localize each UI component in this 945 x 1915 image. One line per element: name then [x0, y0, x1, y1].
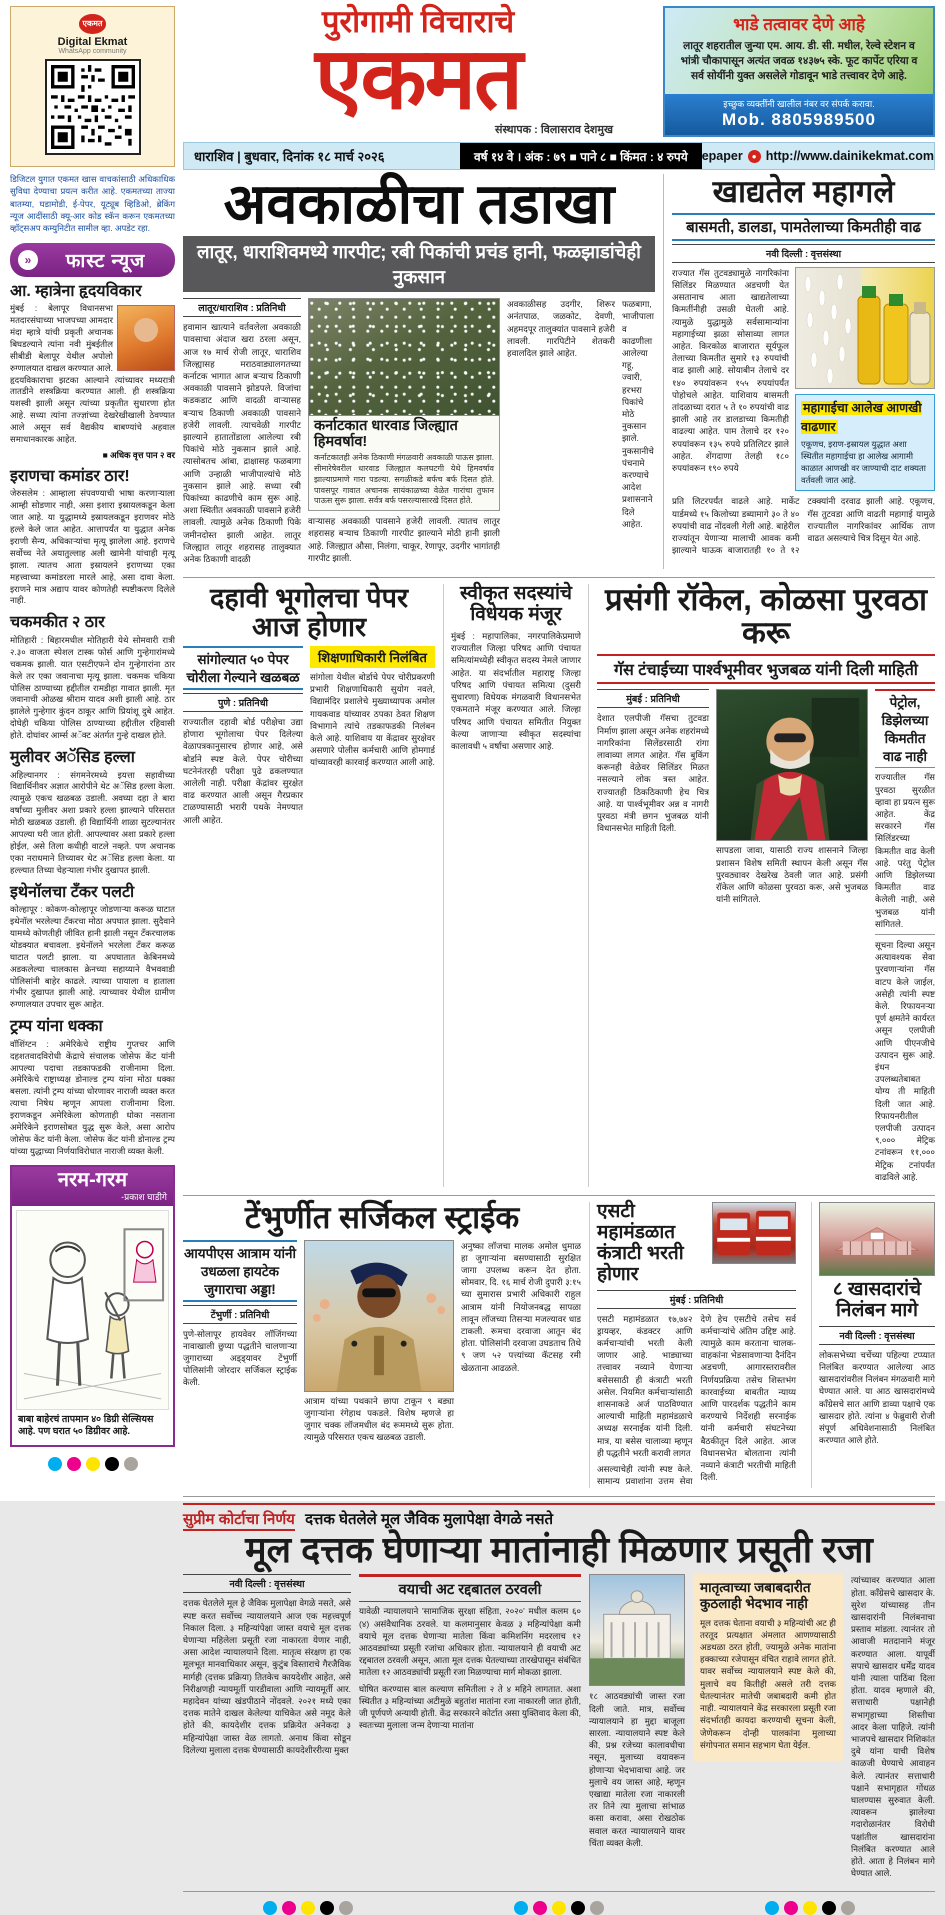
petrol-box-body: राज्यातील गॅस पुरवठा सुरळीत व्हावा हा प्रयत्न सुरू आहेत. केंद्र सरकारने गॅस सिलिंडरच्या किमतीत वाढ केली आहे. परंतु पेट्रोल आणि डिझेलच्या किमतीत वाढ केलेली नाही, असे भुजबळ यांनी सांगितले.: [875, 772, 935, 929]
adoption-box-below: घोषित करण्यास बाल कल्याण समितीला २ ते ४ महिने लागतात. अशा स्थितीत ३ महिन्यांच्या अटीमुळे बहुतांश मातांना रजा नाकारली जात होती, जी पूर्णपणे अन्यायी होती. केंद्र सरकारने कोर्टात असा युक्तिवाद केला की, स्वतःच्या मुलाला जन्म देणाऱ्या मातांना: [359, 1683, 581, 1731]
issue-info: वर्ष १४ वे । अंक : ७९ ■ पाने ८ ■ किंमत : ४ रुपये: [460, 143, 702, 169]
epaper-icon: ●: [748, 150, 761, 163]
st-col2: असल्याचेही त्यांनी स्पष्ट केले. सामान्य प्रवाशांना उत्तम सेवा देणे हेच एसटीचे तसेच सर्व कर्मचाऱ्यांचे अंतिम उद्दिष्ट आहे. त्यामुळे काम करताना चालक-वाहकांना भेडसावणाऱ्या दैनंदिन अडचणी, आगारस्तरावरील निर्णयप्रक्रिया तसेच शिस्तभंग कारवाईच्या बाबतीत न्याय्य आणि पारदर्शक पद्धतीने काम करण्याचे निर्देशही सरनाईक यांनी कर्मचारी संघटनेच्या बैठकीतून दिले आहेत. आज विधानसभेत बोलताना त्यांनी नव्याने कंत्राटी भरतीची माहिती दिली.: [597, 1313, 796, 1487]
st-dateline: मुंबई : प्रतिनिधी: [597, 1290, 796, 1309]
st-col1: एसटी महामंडळात १७,७४२ ड्रायव्हर, कंडक्टर आणि कर्मचाऱ्यांची भरती केली जाणार आहे. भाड्याच्या तत्त्वावर नव्याने येणाऱ्या बसेससाठी ही कंत्राटी भरती असेल. नियमित कर्मचाऱ्यांसाठी शासनाकडे अर्ज पाठविण्यात आल्याची माहिती महामंडळाचे अध्यक्ष सरनाईक यांनी दिली. मात्र, या बसेस चालाव्या म्हणून ही पद्धतीने भरती करावी लागत: [597, 1313, 693, 1458]
hail-caption-box: [308, 416, 500, 511]
cartoon-caption: बाबा बाहेरचं तापमान ४० डिग्री सेल्सियस आहे. पण घरात ५० डिग्रीवर आहे.: [18, 1413, 154, 1438]
strike-col2: आत्राम यांच्या पथकाने छापा टाकून ९ बड्या जुगाऱ्यांना रंगेहाथ पकडले. विशेष म्हणजे हा जुगार चक्क लॉजमधील बंद रूममध्ये सुरू होता. त्यामुळे परिसरात एकच खळबळ उडाली.: [304, 1395, 454, 1443]
fast-news-item: [10, 884, 175, 1012]
lead-col3: अवकाळीसह उदगीर, शिरूर अनंतपाळ, जळकोट, देवणी, अहमदपूर तालुक्यांत पावसाने हजेरी लावली. गारपिटीने शेतकरी हवालदिल झाले आहेत.: [507, 299, 615, 359]
lead-headline: अवकाळीचा तडाखा: [223, 172, 615, 236]
cartoon-image: [16, 1210, 169, 1410]
photo-ips-officer: [304, 1240, 454, 1392]
fast-news-item: [10, 749, 175, 877]
masthead-founder: संस्थापक : विलासराव देशमुख: [495, 124, 613, 137]
strike-col3: अनुष्का लॉजचा मालक अमोल धुमाळ हा जुगाऱ्यांना बसण्यासाठी सुरक्षित जागा उपलब्ध करून देत होता. सोमवार, दि. १६ मार्च रोजी दुपारी ३:१५ च्या सुमारास प्रभारी अधिकारी राहुल आत्राम यांनी नियोजनबद्ध सापळा लावून लॉजच्या तिसऱ्या मजल्यावर धाड टाकली. रूमचा दरवाजा आतून बंद होता. पोलिसांनी दरवाजा उघडताच तिथे ९ जण ५२ पत्त्यांच्या कॅटसह रमी खेळताना आढळले.: [461, 1240, 581, 1373]
bill-body: मुंबई : महापालिका, नगरपालिकेप्रमाणे राज्यातील जिल्हा परिषद आणि पंचायत समित्यांमध्येही स्वीकृत सदस्य नेमले जाणार आहेत. या संदर्भातील महाराष्ट्र जिल्हा परिषद आणि पंचायत समित्या (दुसरी सुधारणा) विधेयक मंगळवारी विधानसभेत एकमताने मंजूर करण्यात आले. जिल्हा परिषद आणि पंचायत समितीत नियुक्त केल्या जाणाऱ्या स्वीकृत सदस्यांचा कालावधी ५ वर्षांचा असणार आहे.: [451, 631, 581, 751]
fast-news-banner: [10, 243, 175, 277]
kerosene-dateline: मुंबई : प्रतिनिधी: [597, 689, 709, 708]
kerosene-body-2: सूचना दिल्या असून अत्यावश्यक सेवा पुरवणाऱ्यांना गॅस वाटप केले जाईल, असेही त्यांनी स्पष्ट केले. रिफायनऱ्या पूर्ण क्षमतेने कार्यरत असून एलपीजी आणि पीएनजीचे उत्पादन सुरू आहे. इंधन उपलब्धतेबाबत योग्य ती माहिती दिली जात आहे. रिफायनरीतील एलपीजी उत्पादन ९,००० मेट्रिक टनांवरून ११,००० मेट्रिक टनांपर्यंत वाढविले आहे.: [875, 940, 935, 1182]
geo-subhead: सांगोल्यात ५० पेपर चोरीला गेल्याने खळबळ: [183, 646, 303, 690]
oil-body-1: राज्यात गॅस तुटवड्यामुळे नागरिकांना सिलिंडर मिळण्यात अडचणी येत असतानाच आता खाद्यतेलाच्या किमतींनीही उसळी घेतली आहे. त्यामुळे युद्धामुळे सर्वसामान्यांना महागाईच्या झळा सोसाव्या लागत आहेत. किरकोळ बाजारात सूर्यफूल तेलाच्या किमतीत सुमारे १३ रुपयांची वाढ झाली आहे. सोयाबीन तेलाचे दर १४० रुपयांवरून १५५ रुपयांपर्यंत पोहोचले आहेत. याशिवाय बासमती तांदळाच्या दरात ५ ते १० रुपयांची वाढ झाली आहे तर डालडाच्या किमतीही वाढल्या आहेत. पाम तेलाचे दर १२० रुपयांवरून १३५ रुपये प्रतिलिटर झाले आहेत. शेंगदाणा तेलही १८० रुपयांवरून १९० रुपये: [672, 267, 789, 474]
fast-news-item-title: ट्रम्प यांना धक्का: [10, 1018, 103, 1036]
petrol-box-title: पेट्रोल, डिझेलच्या किमतीत वाढ नाही: [875, 689, 935, 768]
qr-code-icon: [51, 65, 135, 149]
photo-supreme-court: [589, 1574, 685, 1686]
kerosene-subhead: गॅस टंचाईच्या पार्श्वभूमीवर भुजबळ यांनी दिली माहिती: [597, 654, 935, 684]
epaper-label: epaper: [701, 149, 743, 164]
epaper-strip: [702, 143, 934, 169]
oil-body-2: प्रति लिटरपर्यंत वाढले आहे. मार्केट यार्डमध्ये १५ किलोच्या डब्यामागे ३० ते ४० रुपयांची वाढ नोंदवली गेली आहे. बाहेरील राज्यांतून येणाऱ्या मालाची आवक कमी झाल्याने घाऊक बाजारातही १० ते १२ टक्क्यांनी दरवाढ झाली आहे. एकूणच, गॅस तुटवडा आणि वाढती महागाई यामुळे राज्यातील नागरिकांवर आर्थिक ताण वाढत असल्याचे चित्र दिसून येत आहे.: [672, 496, 935, 556]
digital-ekmat-qr-card: [10, 6, 175, 167]
rental-ad: [663, 6, 935, 137]
strike-subhead: आयपीएस आत्राम यांनी उधळला हायटेक जुगाराचा अड्डा!: [183, 1240, 297, 1302]
lead-section: [183, 174, 935, 569]
lead-col4: फळबागा, भाजीपाला व काढणीला आलेल्या गहू, ज्वारी, हरभरा पिकांचे मोठे नुकसान झाले. नुकसानीचे पंचनामे करण्याचे आदेश प्रशासनाने दिले आहेत.: [622, 299, 655, 529]
st-headline: एसटी महामंडळात कंत्राटी भरती होणार: [597, 1201, 684, 1285]
left-rail: [10, 6, 175, 1915]
mp-body: लोकसभेच्या चर्चेच्या पहिल्या टप्प्यात निलंबित करण्यात आलेल्या आठ खासदारांवरील निलंबन मंगळवारी मागे घेण्यात आले. या आठ खासदारांमध्ये काँग्रेसचे सात आणि डाव्या पक्षाचे एक खासदार होते. त्यांना ४ फेब्रुवारी रोजी संपूर्ण अधिवेशनासाठी निलंबित करण्यात आले होते.: [819, 1349, 935, 1446]
double-chevron-down-icon: »: [18, 250, 38, 270]
coopted-members-bill-story: [443, 584, 589, 1187]
age-clause-box-body: यावेळी न्यायालयाने 'सामाजिक सुरक्षा संहिता, २०२०' मधील कलम ६० (४) असंवैधानिक ठरवले. या कलमानुसार केवळ ३ महिन्यांपेक्षा कमी वयाचे मूल दत्तक घेणाऱ्या मातेला किंवा कमिशनिंग मदरलाच १२ आठवड्यांच्या प्रसूती रजांचा अधिकार होता. न्यायालयाने ही वयाची अट रद्दबातल ठरवली असून, आता मूल दत्तक घेतल्याच्या तारखेपासून संबंधित मातेला १२ आठवड्यांची प्रसूती रजा मिळण्याचा मार्ग मोकळा झाला.: [359, 1606, 581, 1678]
lead-center-continuation: वाऱ्यासह अवकाळी पावसाने हजेरी लावली. त्यातच लातूर शहरासह बऱ्याच ठिकाणी गारपीट झाल्याने मोठी हानी झाली आहे. जिल्ह्यात औसा, निलंगा, चाकूर, रेणापूर, उदगीर भागांतही गारपीट झाली.: [308, 516, 500, 563]
fast-news-item-title: चकमकीत २ ठार: [10, 614, 105, 632]
more-on-page-2-link: ■ अधिक वृत्त पान २ वर: [102, 449, 175, 460]
kerosene-coal-story: [597, 584, 935, 1187]
fast-news-item-body: मुंबई : बेलापूर विधानसभा मतदारसंघाच्या भाजपच्या आमदार मंदा म्हात्रे यांची प्रकृती अचानक बिघडल्याने त्यांना नवी मुंबईतील सीबीडी बेलापूर येथील अपोलो रुग्णालयात दाखल करण्यात आले. हृदयविकाराचा झटका आल्याने त्यांच्यावर मध्यरात्री तातडीने शस्त्रक्रिया करण्यात आली. ही शस्त्रक्रिया यशस्वी झाली असून त्यांच्या प्रकृतीत सुधारणा होत आहे. सध्या त्यांना तज्ज्ञांच्या देखरेखीखाली ठेवण्यात आले असून सर्व वैद्यकीय बाबण्यांचे अहवाल समाधानकारक आहेत.: [10, 303, 175, 444]
inflation-note-title: महागाईचा आलेख आणखी वाढणार: [801, 400, 922, 434]
officer-suspended-box-body: सांगोला येथील बोर्डाचे पेपर चोरीप्रकरणी प्रभारी शिक्षणाधिकारी सुयोग नवले, विद्यामंदिर प्रशालेचे मुख्याध्यापक अमोल गायकवाड यांच्यावर ठपका ठेवत शिक्षण विभागाने त्यांचे तडकाफडकी निलंबन केले आहे. याशिवाय या केंद्रावर सुरक्षेवर असणारे पोलीस कर्मचारी आणि होमगार्ड यांच्यावरही कारवाई करण्यात आली आहे.: [310, 671, 435, 768]
oil-subhead: बासमती, डालडा, पामतेलाच्या किमतीही वाढ: [672, 213, 935, 241]
strike-col1: पुणे-सोलापूर हायवेवर लॉजिंगच्या नावाखाली छुप्या पद्धतीने चालणाऱ्या जुगाराच्या अड्ड्यावर टेंभुर्णी पोलिसांनी जोरदार सर्जिकल स्ट्राईक केली.: [183, 1328, 297, 1388]
lower-section: [183, 1202, 935, 1487]
edition-dateline: धाराशिव | बुधवार, दिनांक १८ मार्च २०२६: [184, 143, 460, 169]
fast-news-title: फास्ट न्यूज: [65, 250, 146, 272]
cartoon-title: नरम-गरम: [57, 1168, 128, 1191]
geo-dateline: पुणे : प्रतिनिधी: [183, 693, 303, 712]
section-divider: [183, 577, 935, 578]
photo-rice-and-oil-bottles: [795, 267, 935, 389]
cartoon-header: [12, 1167, 173, 1206]
fast-news-item-body: अहिल्यानगर : संगमनेरमध्ये इयत्ता सहावीच्या विद्यार्थिनीवर अज्ञात आरोपीने थेट अॅसिड हल्ला केला. त्यामुळे एकच खळबळ उडाली. अवघ्या दहा ते बारा वर्षांच्या मुलीवर अशा प्रकारे हल्ला झाल्याने परिसरात मोठी खळबळ उडाली. ही विद्यार्थिनी शाळा सुटल्यानंतर आपल्या घरी जात होती. आपल्यावर अशा प्रकारे हल्ला होईल, असे तिला कधीही वाटले नव्हते. पण अचानक एका नराधमाने तिच्यावर थेट अॅसिड हल्ला केला. या हल्ल्यात तिच्या चेहऱ्याला गंभीर दुखापत झाली.: [10, 769, 175, 875]
fast-news-item-body: कोल्हापूर : कोकण-कोल्हापूर जोडणाऱ्या करूळ घाटात इथेनॉल भरलेल्या टँकरचा मोठा अपघात झाला. सुदैवाने यामध्ये कोणतीही जीवित हानी झाली नसून टँकरचालक थोडक्यात बचावला. इथेनॉलने भरलेला टँकर करूळ घाटात पलटी झाला. या अपघातात केबिनमध्ये अडकलेल्या चालकास क्रेनच्या सहाय्याने वैभववाडी पोलिसांनी बाहेर काढले. त्याच्या पायाला व हाताला गंभीर दुखापत झाली आहे. त्याच्यावर येथील ग्रामीण रुग्णालयात उपचार सुरू आहेत.: [10, 904, 175, 1010]
main-column: [183, 6, 935, 1915]
inflation-note-body: एकूणच, इराण-इस्रायल युद्धात अशा स्थितीत महागाईचा हा आलेख आगामी काळात आणखी वर जाण्याची दाट शक्यता वर्तवली जात आहे.: [801, 439, 926, 485]
bill-headline: स्वीकृत सदस्यांचे विधेयक मंजूर: [460, 583, 572, 626]
lead-subhead: लातूर, धाराशिवमध्ये गारपीट; रबी पिकांची प्रचंड हानी, फळझाडांचेही नुकसान: [183, 236, 655, 292]
no-discrimination-body: मूल दत्तक घेताना वयाची ३ महिन्यांची अट ही तरतूद प्रत्यक्षात अंमलात आणण्यासाठी अडथळा ठरत होती, ज्यामुळे अनेक मातांना हक्काच्या रजेपासून वंचित राहावे लागत होते. यावर सर्वोच्च न्यायालयाने स्पष्ट केले की, मुलाचे वय कितीही असले तरी दत्तक घेतल्यानंतर मातेची जबाबदारी कमी होत नाही. न्यायालयाने केंद्र सरकारला प्रसूती रजा संदर्भातही कायदा करण्याची सूचना केली, जेणेकरून दोन्ही पालकांना मुलाच्या संगोपनात समान सहभाग घेता येईल.: [700, 1617, 836, 1750]
qr-card-title: Digital Ekmat: [57, 36, 128, 48]
oil-headline: खाद्यतेल महागले: [712, 174, 895, 210]
no-discrimination-title: मातृत्वाच्या जबाबदारीत कुठलाही भेदभाव नाही: [700, 1580, 811, 1612]
kerosene-headline: प्रसंगी रॉकेल, कोळसा पुरवठा करू: [604, 582, 927, 650]
section-divider: [183, 1195, 935, 1196]
mp-suspension-story: [811, 1202, 935, 1487]
fast-news-item-title: इराणचा कमांडर ठार!: [10, 467, 130, 485]
st-recruitment-story: [589, 1202, 803, 1487]
adoption-photo-side-text: १८ आठवड्यांची जास्त रजा दिली जाते. मात्र, सर्वोच्च न्यायालयाने हा मुद्दा बाजूला सारला. न्यायालयाने स्पष्ट केले की, प्रश्न रजेच्या कालावधीचा नसून, मुलाच्या वयावरून होणाऱ्या भेदभावाचा आहे. जर मुलाचे वय जास्त आहे, म्हणून एखाद्या मातेला रजा नाकारली तर तिने त्या मुलाचा सांभाळ कसा करावा, असा रोखठोक सवाल करत न्यायालयाने यावर चिंता व्यक्त केली.: [589, 1691, 685, 1848]
age-clause-box-title: वयाची अट रद्दबातल ठरवली: [359, 1574, 581, 1602]
kerosene-body-mid: सापडला जावा, यासाठी राज्य शासनाने जिल्हा प्रशासन विशेष समिती स्थापन केली असून गॅस पुरवठ्यावर देखरेख ठेवली जात आहे. प्रसंगी रॉकेल आणि कोळसा पुरवठा करू, असे भुजबळ यांनी सांगितले.: [716, 845, 868, 905]
fast-news-item: [10, 614, 175, 742]
lead-dateline: लातूर/धाराशिव : प्रतिनिधी: [183, 298, 301, 317]
no-discrimination-box: [693, 1574, 843, 1761]
qr-card-subtitle: WhatsApp community: [58, 48, 127, 55]
geo-headline: दहावी भूगोलचा पेपर आज होणार: [209, 583, 408, 642]
photo-chhagan-bhujbal: [716, 689, 868, 841]
fast-news-item-title: आ. म्हात्रेना हृदयविकार: [10, 282, 142, 300]
rental-ad-contact: इच्छुक व्यक्तींनी खालील नंबर वर संपर्क करावा.: [723, 99, 875, 110]
masthead: [183, 6, 653, 137]
fast-news-item-body: वॉशिंग्टन : अमेरिकेचे राष्ट्रीय गुप्तचर आणि दहशतवादविरोधी केंद्राचे संचालक जोसेफ केंट यांनी आपल्या पदाचा तडकाफडकी राजीनामा दिला. अमेरिकेचे राष्ट्राध्यक्ष डोनाल्ड ट्रम्प यांना मोठा धक्का बसला. त्यांनी ट्रम्प यांच्या धोरणावर नाराजी व्यक्त करत त्याचा निषेध म्हणून आपला राजीनामा दिला. इराणकडून अमेरिकेला कोणताही धोका नसताना अमेरिकेने इराणसोबत युद्ध सुरू केले, असा आरोप जोसेफ केंट यांनी केला. जोसेफ केंट यांनी डोनाल्ड ट्रम्प यांच्या युद्धाच्या निर्णयाविरोधात नाराजी व्यक्त केली.: [10, 1038, 175, 1156]
fast-news-item-title: इथेनॉलचा टँकर पलटी: [10, 883, 135, 901]
ekmat-mini-logo: एकमत: [79, 14, 107, 34]
rental-ad-body: लातूर शहरातील जुन्या एम. आय. डी. सी. मधील, रेल्वे स्टेशन व भांत्री चौकापासून अत्यंत जवळ १४३७५ स्के. फूट कार्पेट एरिया व सर्व सोयींनी युक्त असलेले गोडावून भाडे तत्त्वावर देणे आहे.: [680, 40, 918, 83]
lead-story: [183, 174, 655, 569]
fast-news-item: [10, 468, 175, 608]
edible-oil-story: [663, 174, 935, 569]
rental-ad-footer: [665, 94, 933, 135]
rental-ad-title: भाडे तत्वावर देणे आहे: [733, 15, 865, 34]
hail-caption-title: कर्नाटकात धारवाड जिल्ह्यात हिमवर्षाव!: [314, 418, 458, 451]
masthead-tagline: पुरोगामी विचाराचे: [321, 4, 515, 39]
hail-caption-body: कर्नाटकातही अनेक ठिकाणी मंगळवारी अवकाळी पाऊस झाला. सीमारेषेवरील धारवाड जिल्ह्यात कलघटगी येथे हिमवर्षाव झाल्याप्रमाणे गारा पडल्या. सगळीकडे बर्फच बर्फ दिसत होते. पावसपूर गावात अचानक सायंकाळच्या वेळेत गारांचा तुफान पाऊस सुरू झाला. सर्वत्र बर्फ पसरल्यासारखे दिसत होते.: [314, 453, 494, 506]
fast-news-item: [10, 1018, 175, 1158]
adoption-dateline: नवी दिल्ली : वृत्तसंस्था: [183, 1574, 351, 1593]
photo-parliament-building: [819, 1202, 935, 1276]
geo-body: राज्यातील दहावी बोर्ड परीक्षेचा उद्या होणारा भूगोलाचा पेपर दिलेल्या वेळापत्रकानुसारच होणार आहे, असे बोर्डाने स्पष्ट केले. पेपर चोरीच्या घटनेनंतरही परीक्षा पुढे ढकलण्यात आलेली नाही. परीक्षा केंद्रांवर सुरक्षेत वाढ करण्यात आली असून गैरप्रकार टाळण्यासाठी भरारी पथके नेमण्यात आली आहेत.: [183, 716, 303, 825]
strike-dateline: टेंभुर्णी : प्रतिनिधी: [183, 1305, 297, 1324]
fast-news-item: [10, 283, 175, 461]
fast-news-item-body: जेरुसलेम : आम्हाला संपवण्याची भाषा करणाऱ्याला आम्ही सोडणार नाही, असा इशारा इस्रायलकडून केला जात आहे. या युद्धामध्ये इस्रायलकडून इराणवर मोठे हल्ले केले जात आहेत. आत्तापर्यंत या युद्धात अनेक इराणी सैन्य, अधिकाऱ्यांचा मृत्यू झालेला आहे. इराणचे सर्वोच्च नेते अयातुल्लाह अली खामेनी यांचाही मृत्यू झाला. त्यातच आता इस्रायलने इराणच्या एका महत्त्वाच्या कमांडरला मारले आहे, असा दावा केला. इराणने मात्र अद्याप यावर कोणतेही स्पष्टीकरण दिलेले नाही.: [10, 488, 175, 606]
cartoon-author: -प्रकाश घाडीगे: [121, 1191, 167, 1202]
strike-headline: टेंभुर्णीत सर्जिकल स्ट्राईक: [244, 1200, 520, 1236]
rental-ad-mobile: Mob. 8805989500: [722, 110, 876, 130]
section-divider: [183, 1496, 935, 1497]
divider: [875, 934, 935, 935]
adoption-story: [183, 1503, 935, 1884]
photo-st-buses: [712, 1202, 796, 1264]
cartoon-box: [10, 1165, 175, 1448]
registration-marks: [10, 1447, 175, 1471]
qr-note-text: डिजिटल युगात एकमत खास वाचकांसाठी अधिकाधिक सुविधा देण्याचा प्रयत्न करीत आहे. एकमतच्या ताज्या बातम्या, घडामोडी, ई-पेपर, यूट्यूब व्हिडिओ, ब्रेकिंग न्यूज आदींसाठी क्यू-आर कोड स्कॅन करून एकमतच्या व्हॉट्सअप कम्युनिटीत सामील व्हा. अपडेट रहा.: [10, 174, 175, 234]
kicker-label: सुप्रीम कोर्टाचा निर्णय: [183, 1511, 295, 1531]
photo-hailstorm-field: [308, 298, 500, 416]
lead-col1: हवामान खात्याने वर्तवलेला अवकाळी पावसाचा अंदाज खरा ठरला असून, आज १७ मार्च रोजी लातूर, धाराशिव जिल्ह्यासह मराठवाड्यालगतच्या कर्नाटक भागात आज बऱ्याच ठिकाणी अवकाळी पावसाने झोडपले. विजांचा कडकडाट आणि वादळी वाऱ्यासह बऱ्याच ठिकाणी अवकाळी पावसाने हजेरी लावली. त्याचवेळी गारपीट झाल्याने हातातोंडाला आलेल्या रबी पिकांचे मोठे नुकसान झाले आहे. त्यासोबतच आंबा, द्राक्षासह फळबागा आणि उन्हाळी भाजीपाल्यांचे मोठे नुकसान झाले आहे. सध्या रबी पिकांच्या काढणीचे काम सुरू आहे. अशा स्थितीत अवकाळी पावसाने हजेरी लावली. त्यामुळे अनेक ठिकाणी पिके जमीनदोस्त झाली आहेत. लातूर जिल्ह्यात लातूर शहरासह तालुक्यात अनेक ठिकाणी वादळी: [183, 322, 301, 565]
oil-dateline: नवी दिल्ली : वृत्तसंस्था: [672, 244, 935, 263]
epaper-url-link[interactable]: http://www.dainikekmat.com: [765, 149, 934, 164]
mp-body-continuation: त्यांच्यावर करण्यात आला होता. काँग्रेसचे खासदार के. सुरेश यांच्यासह तीन खासदारांनी निलंबनाचा प्रस्ताव मांडला. त्यानंतर तो आवाजी मतदानाने मंजूर करण्यात आला. यापूर्वी सपाचे खासदार धर्मेंद्र यादव यांनी त्याला पाठिंबा दिला होता. यादव म्हणाले की, सत्ताधारी पक्षानेही सभागृहाच्या शिस्तीचा आदर केला पाहिजे. त्यांनी भाजपचे खासदार निशिकांत दुबे यांना याची विशेष काळजी घेण्याचे आवाहन केले. त्यानंतर सत्ताधारी पक्षाने सभागृहात गोंधळ घालण्यास सुरुवात केली. त्यावरून झालेल्या गदारोळानंतर विरोधी पक्षांतील खासदारांना निलंबित करण्यात आले होते. आता हे निलंबन मागे घेण्यात आले.: [851, 1575, 935, 1879]
surgical-strike-story: [183, 1202, 581, 1487]
date-bar: [183, 142, 935, 170]
fast-news-item-body: मोतिहारी : बिहारमधील मोतिहारी येथे सोमवारी रात्री २.३० वाजता स्पेशल टास्क फोर्स आणि गुन्हेगारांमध्ये चकमक झाली. यात एसटीएफने दोन गुन्हेगारांना ठार केले तर एका जवानाचा मृत्यू झाला. चकमक चकिया पोलिस ठाण्याच्या हद्दीतील रामडीहा गावात झाली. मृत जवानाची ओळख श्रीराम यादव अशी झाली आहे. ठार झालेले गुन्हेगार कुंदन ठाकूर आणि प्रियांशू दुबे आहेत. दोघेही चकिया पोलिस ठाण्याच्या हद्दीतील रहिवासी होते. दोघांवर आर्म्स अॅक्ट अंतर्गत गुन्हे दाखल होते.: [10, 634, 175, 741]
header: [183, 6, 935, 137]
mp-headline: ८ खासदारांचे निलंबन मागे: [832, 1279, 922, 1321]
inflation-note-box: [795, 394, 935, 492]
kerosene-body-1: देशात एलपीजी गॅसचा तुटवडा निर्माण झाला असून अनेक शहरांमध्ये नागरिकांना सिलेंडरसाठी रांगा लावाव्या लागत आहेत. गॅस बुकिंग करूनही वेळेवर सिलिंडर मिळत नसल्याने लोक त्रस्त आहेत. राज्यातही ठिकठिकाणी हेच चित्र आहे. या पार्श्वभूमीवर अन्न व नागरी पुरवठा मंत्री छगन भुजबळ यांनी विधानसभेत माहिती दिली.: [597, 713, 709, 834]
adoption-col1: दत्तक घेतलेले मूल हे जैविक मुलापेक्षा वेगळे नसते, असे स्पष्ट करत सर्वोच्च न्यायालयाने आज एक महत्त्वपूर्ण निकाल दिला. ३ महिन्यांपेक्षा जास्त वयाचे मूल दत्तक घेणाऱ्या महिलेला प्रसूती रजा नाकारता येणार नाही, असा आदेश न्यायालयाने दिला. मातृत्व संरक्षण हा एक मूलभूत मानवाधिकार असून, कुटुंब विस्ताराचे गैरजैविक मार्गही (दत्तक प्रक्रिया) तितकेच कायदेशीर आहेत, असे निरीक्षणही न्यायमूर्ती पारडीवाला आणि न्यायमूर्ती आर. महादेवन यांच्या खंडपीठाने नोंदवले. २०२१ मध्ये एका दत्तक मातेने दाखल केलेल्या याचिकेत असे नमूद केले होते की, कायदेशीर दत्तक प्रक्रियेत अनेकदा ३ महिन्यांपेक्षा जास्त वेळ लागतो. अनाथ किंवा सोडून दिलेल्या मुलाला दत्तक घेण्यासाठी कायदेशीररीत्या मुक्त: [183, 1598, 351, 1755]
fast-news-item-title: मुलीवर अॅसिड हल्ला: [10, 748, 135, 766]
mp-dateline: नवी दिल्ली : वृत्तसंस्था: [819, 1326, 935, 1345]
kicker-text: दत्तक घेतलेले मूल जैविक मुलापेक्षा वेगळे नसते: [305, 1510, 554, 1528]
geography-paper-story: [183, 584, 435, 1187]
photo-mla-mhatre: [117, 305, 175, 371]
qr-code-frame: [45, 59, 141, 155]
masthead-title: एकमत: [314, 30, 522, 127]
adoption-headline: मूल दत्तक घेणाऱ्या मातांनाही मिळणार प्रसूती रजा: [245, 1528, 873, 1570]
middle-section: [183, 584, 935, 1187]
officer-suspended-box-title: शिक्षणाधिकारी निलंबित: [310, 646, 435, 668]
kicker: [183, 1509, 935, 1529]
registration-marks-row: [183, 1891, 935, 1915]
